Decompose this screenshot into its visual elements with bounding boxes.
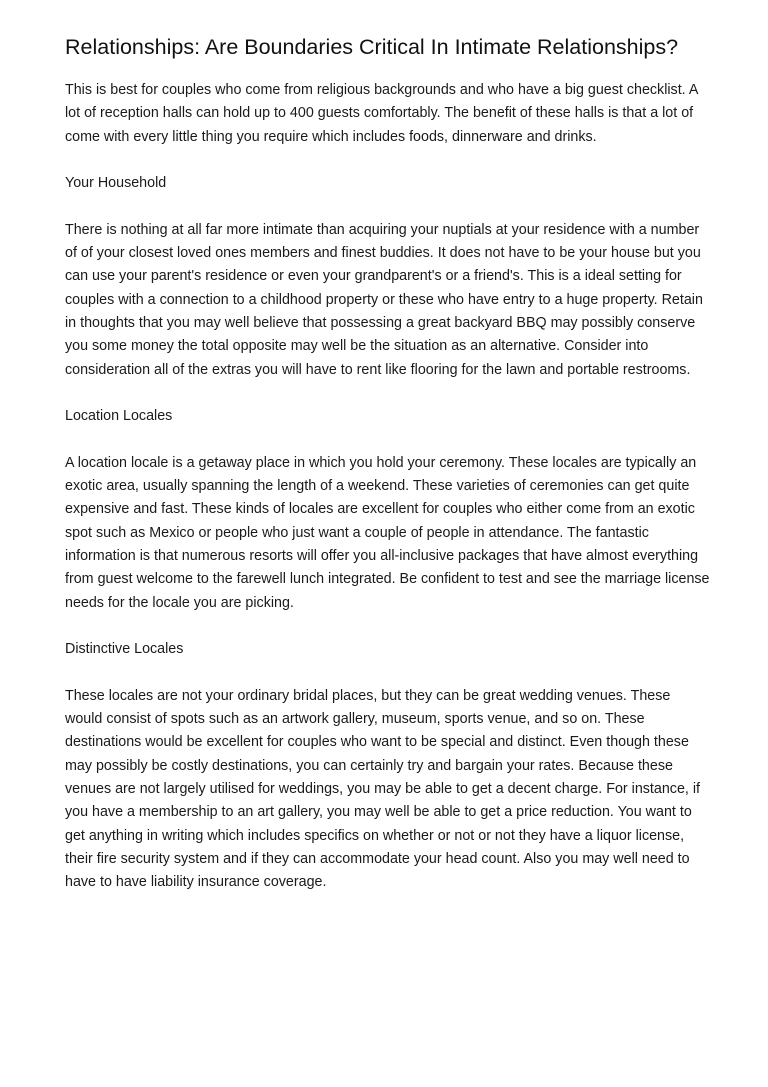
document-page [65, 36, 710, 918]
section-heading-your-household: Your Household [65, 175, 167, 192]
section-heading-location-locales: Location Locales [65, 408, 173, 425]
intro-paragraph: This is best for couples who come from religious backgrounds and who have a big guest checklist. A lot of reception halls can hold up to 400 guests comfortably. The benefit of these halls is that a lot of come with every little thing you require which includes foods, dinnerware and drinks. [65, 82, 698, 145]
section-heading-distinctive-locales: Distinctive Locales [65, 641, 184, 658]
document-title: Relationships: Are Boundaries Critical In Intimate Relationships? [65, 35, 679, 59]
section-body-your-household: There is nothing at all far more intimate than acquiring your nuptials at your residence with a number of of your closest loved ones members and finest buddies. It does not have to be your house but you can use your parent's residence or even your grandparent's or a friend's. This is a ideal setting for couples with a connection to a childhood property or these who have entry to a huge property. Retain in thoughts that you may well believe that possessing a great backyard BBQ may possibly conserve you some money the total opposite may well be the situation as an alternative. Consider into consideration all of the extras you will have to rent like flooring for the lawn and portable restrooms. [65, 221, 703, 378]
section-body-distinctive-locales: These locales are not your ordinary bridal places, but they can be great wedding venues. These would consist of spots such as an artwork gallery, museum, sports venue, and so on. These destinations would be excellent for couples who want to be special and distinct. Even though these may possibly be costly destinations, you can certainly try and bargain your rates. Because these venues are not largely utilised for weddings, you may be able to get a decent charge. For instance, if you have a membership to an art gallery, you may well be able to get a price reduction. You want to get anything in writing which includes specifics on whether or not or not they have a liquor license, their fire security system and if they can accommodate your head count. Also you may well need to have to have liability insurance coverage. [65, 687, 700, 891]
section-body-location-locales: A location locale is a getaway place in which you hold your ceremony. These locales are typically an exotic area, usually spanning the length of a weekend. These varieties of ceremonies can get quite expensive and fast. These kinds of locales are excellent for couples who either come from an exotic spot such as Mexico or people who just want a couple of people in attendance. The fantastic information is that numerous resorts will offer you all-inclusive packages that have almost everything from guest welcome to the farewell lunch integrated. Be confident to test and see the marriage license needs for the locale you are picking. [65, 454, 710, 611]
